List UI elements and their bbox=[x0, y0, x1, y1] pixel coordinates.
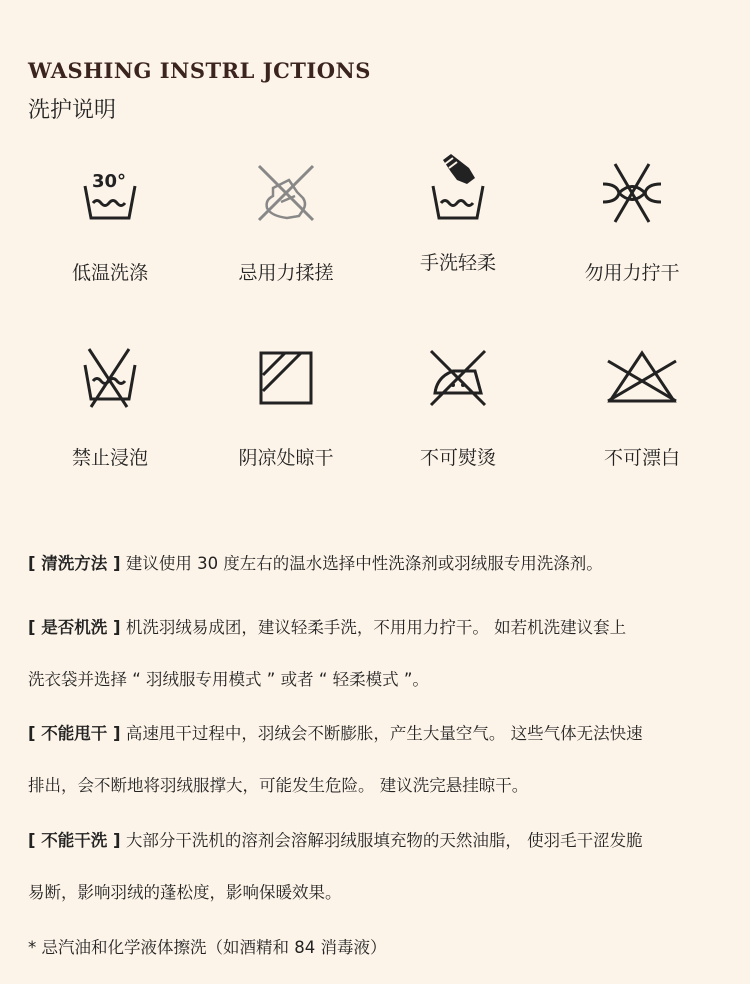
svg-text:30°: 30° bbox=[91, 171, 127, 192]
title-cn: 洗护说明 bbox=[28, 98, 117, 123]
section-text: 建议使用 30 度左右的温水选择中性洗涤剂或羽绒服专用洗涤剂。 bbox=[120, 554, 603, 573]
shade-dry-icon bbox=[251, 343, 321, 413]
care-item-hand-wash bbox=[368, 148, 548, 275]
section-text: 易断，影响羽绒的蓬松度，影响保暖效果。 bbox=[28, 883, 342, 902]
do-not-bleach-icon bbox=[602, 343, 682, 413]
icon-label: 低温洗涤 bbox=[71, 262, 148, 284]
icon-label: 不可漂白 bbox=[603, 447, 680, 469]
care-item-shade-dry bbox=[196, 343, 376, 470]
section-wash-method bbox=[28, 538, 728, 590]
section-text: 排出，会不断地将羽绒服撑大，可能发生危险。 建议洗完悬挂晾干。 bbox=[28, 776, 529, 795]
section-text: 机洗羽绒易成团，建议轻柔手洗，不用用力拧干。 如若机洗建议套上 bbox=[120, 618, 627, 637]
wash-30-icon bbox=[75, 158, 145, 228]
section-tag: [ 清洗方法 ] bbox=[28, 554, 121, 573]
care-item-no-wring-hand bbox=[196, 158, 376, 285]
section-machine-wash bbox=[28, 602, 728, 706]
section-no-dry-clean bbox=[28, 815, 728, 919]
icon-label: 手洗轻柔 bbox=[419, 252, 496, 274]
title-en: WASHING INSTRL JCTIONS bbox=[28, 58, 371, 83]
hand-wash-icon bbox=[423, 148, 493, 228]
section-text: 洗衣袋并选择 “ 羽绒服专用模式 ” 或者 “ 轻柔模式 ”。 bbox=[28, 670, 429, 689]
footnote-text: * 忌汽油和化学液体擦洗（如酒精和 84 消毒液） bbox=[28, 938, 387, 957]
no-wring-hand-icon bbox=[251, 158, 321, 228]
care-item-do-not-wring bbox=[542, 158, 722, 285]
section-tag: [ 是否机洗 ] bbox=[28, 618, 121, 637]
section-text: 高速甩干过程中，羽绒会不断膨胀，产生大量空气。 这些气体无法快速 bbox=[120, 724, 643, 743]
care-item-wash-30 bbox=[20, 158, 200, 285]
icon-label: 忌用力揉搓 bbox=[238, 262, 334, 284]
section-tag: [ 不能甩干 ] bbox=[28, 724, 121, 743]
section-text: 大部分干洗机的溶剂会溶解羽绒服填充物的天然油脂， 使羽毛干涩发脆 bbox=[120, 831, 643, 850]
section-no-spin-dry bbox=[28, 708, 728, 812]
icon-label: 禁止浸泡 bbox=[71, 447, 148, 469]
footnote bbox=[28, 922, 728, 974]
care-item-do-not-bleach bbox=[552, 343, 732, 470]
icon-label: 阴凉处晾干 bbox=[238, 447, 334, 469]
care-item-do-not-iron bbox=[368, 343, 548, 470]
icon-label: 不可熨烫 bbox=[419, 447, 496, 469]
do-not-wring-icon bbox=[597, 158, 667, 228]
do-not-soak-icon bbox=[75, 343, 145, 413]
section-tag: [ 不能干洗 ] bbox=[28, 831, 121, 850]
do-not-iron-icon bbox=[423, 343, 493, 413]
icon-label: 勿用力拧干 bbox=[584, 262, 680, 284]
care-item-do-not-soak bbox=[20, 343, 200, 470]
